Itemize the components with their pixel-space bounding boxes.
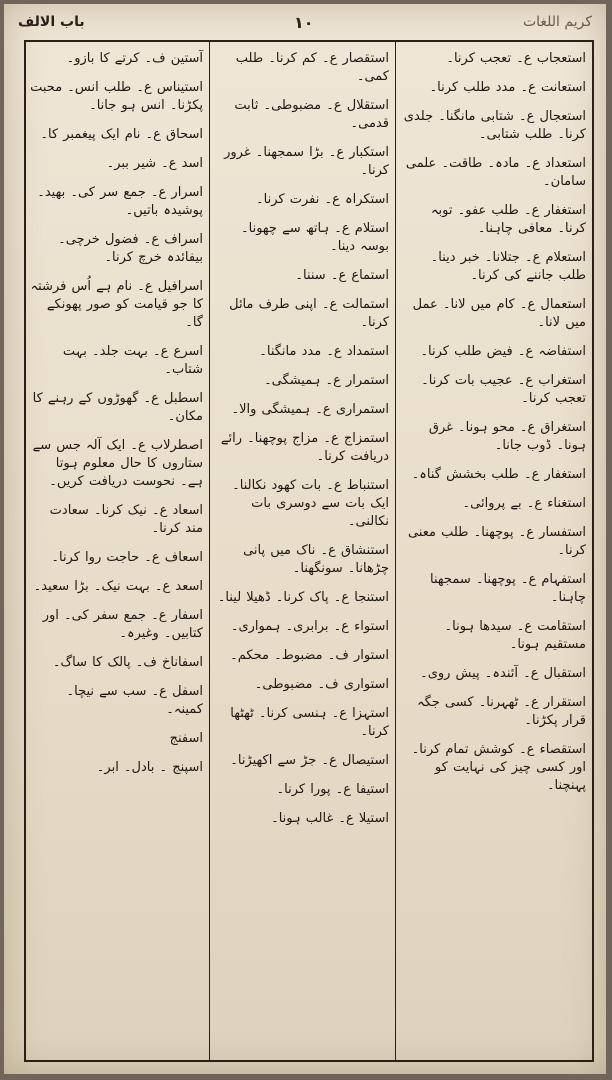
- dictionary-entry: استقلال ع۔ مضبوطی۔ ثابت قدمی۔: [234, 98, 389, 131]
- dictionary-entry: اسفل ع۔ سب سے نیچا۔ کمینہ۔: [66, 684, 203, 717]
- dictionary-entry: اسفار ع۔ جمع سفر کی۔ اور کتابیں۔ وغیرہ۔: [42, 608, 203, 641]
- dictionary-entry: استقصاء ع۔ کوشش تمام کرنا۔ اور کسی چیز کی نہایت کو پہنچنا۔: [411, 742, 586, 793]
- dictionary-entry: اسراف ع۔ فضول خرچی۔ بیفائدہ خرچ کرنا۔: [58, 232, 203, 265]
- dictionary-entry: اسرار ع۔ جمع سر کی۔ بھید۔ پوشیدہ باتیں۔: [37, 185, 203, 218]
- column-right: [396, 42, 592, 1060]
- dictionary-entry: استقرار ع۔ ٹھہرنا۔ کسی جگہ قرار پکڑنا۔: [416, 695, 586, 728]
- dictionary-entry: استنجا ع۔ پاک کرنا۔ ڈھیلا لینا۔: [217, 590, 389, 605]
- dictionary-entry: استفاضہ ع۔ فیض طلب کرنا۔: [420, 344, 586, 359]
- dictionary-page: [4, 4, 606, 1074]
- dictionary-entry: استعلام ع۔ جتلانا۔ خبر دینا۔ طلب جاننے کی کرنا۔: [430, 250, 586, 283]
- page-header: [18, 8, 592, 36]
- dictionary-entry: استفسار ع۔ پوچھنا۔ طلب معنی کرنا۔: [407, 525, 586, 558]
- dictionary-entry: اسد ع۔ شیر ببر۔: [106, 156, 203, 171]
- dictionary-entry: اسپنج ۔ بادل۔ ابر۔: [96, 760, 203, 775]
- dictionary-entry: اسعاف ع۔ حاجت روا کرنا۔: [51, 550, 203, 565]
- dictionary-entry: استکراہ ع۔ نفرت کرنا۔: [256, 192, 389, 207]
- dictionary-entry: استنباط ع۔ بات کھود نکالنا۔ ایک بات سے دوسری بات نکالنی۔: [232, 478, 389, 529]
- dictionary-entry: استمداد ع۔ مدد مانگنا۔: [259, 344, 389, 359]
- book-title: کریم اللغات: [522, 14, 592, 30]
- dictionary-entry: استغفار ع۔ طلب عفو۔ توبہ کرنا۔ معافی چاہنا۔: [430, 203, 586, 236]
- dictionary-entry: اسرع ع۔ بہت جلد۔ بہت شتاب۔: [62, 344, 203, 377]
- dictionary-entry: استوار ف۔ مضبوط۔ محکم۔: [230, 648, 389, 663]
- dictionary-entry: استمزاج ع۔ مزاج پوچھنا۔ رائے دریافت کرنا۔: [220, 431, 389, 464]
- dictionary-entry: استقصار ع۔ کم کرنا۔ طلب کمی۔: [235, 51, 389, 84]
- entry-list: [396, 42, 592, 795]
- dictionary-entry: استمالت ع۔ اپنی طرف مائل کرنا۔: [229, 297, 389, 330]
- dictionary-entry: استعمال ع۔ کام میں لانا۔ عمل میں لانا۔: [412, 297, 586, 330]
- dictionary-entry: استماع ع۔ سننا۔: [295, 268, 389, 283]
- dictionary-entry: استواء ع۔ برابری۔ ہمواری۔: [230, 619, 389, 634]
- section-title: باب الالف: [18, 14, 85, 30]
- dictionary-entry: استیناس ع۔ طلب انس۔ محبت پکڑنا۔ انس ہو جانا۔: [30, 80, 203, 113]
- dictionary-entry: اسحاق ع۔ نام ایک پیغمبر کا۔: [40, 127, 203, 142]
- dictionary-entry: استغفار ع۔ طلب بخشش گناہ۔: [411, 467, 586, 482]
- dictionary-entry: استغناء ع۔ بے پروائی۔: [462, 496, 586, 511]
- dictionary-entry: استعداد ع۔ مادہ۔ طاقت۔ علمی سامان۔: [405, 156, 586, 189]
- entry-list: [23, 42, 209, 777]
- dictionary-entry: استقامت ع۔ سیدھا ہونا۔ مستقیم ہونا۔: [444, 619, 586, 652]
- dictionary-entry: اسعاد ع۔ نیک کرنا۔ سعادت مند کرنا۔: [49, 503, 203, 536]
- dictionary-entry: اسطبل ع۔ گھوڑوں کے رہنے کا مکان۔: [32, 391, 203, 424]
- dictionary-entry: استقبال ع۔ آئندہ۔ پیش روی۔: [420, 666, 586, 681]
- dictionary-entry: استعانت ع۔ مدد طلب کرنا۔: [429, 80, 586, 95]
- dictionary-entry: اسفاناخ ف۔ پالک کا ساگ۔: [52, 655, 203, 670]
- dictionary-entry: آستین ف۔ کرتے کا بازو۔: [66, 51, 203, 66]
- page-number: ۱۰: [294, 12, 314, 32]
- dictionary-entry: استیفا ع۔ پورا کرنا۔: [276, 782, 389, 797]
- dictionary-entry: استعجاب ع۔ تعجب کرنا۔: [446, 51, 586, 66]
- dictionary-entry: استغراب ع۔ عجیب بات کرنا۔ تعجب کرنا۔: [421, 373, 586, 406]
- dictionary-entry: استہزا ع۔ ہنسی کرنا۔ ٹھٹھا کرنا۔: [230, 706, 389, 739]
- dictionary-entry: استفہام ع۔ پوچھنا۔ سمجھنا چاہنا۔: [430, 572, 586, 605]
- dictionary-entry: استیلا ع۔ غالب ہونا۔: [271, 811, 389, 826]
- dictionary-entry: استغراق ع۔ محو ہونا۔ غرق ہونا۔ ڈوب جانا۔: [428, 420, 586, 453]
- dictionary-entry: استمرار ع۔ ہمیشگی۔: [264, 373, 389, 388]
- dictionary-entry: اسفنج: [169, 731, 203, 746]
- dictionary-entry: اسرافیل ع۔ نام ہے اُس فرشتہ کا جو قیامت کو صور پھونکے گا۔: [30, 279, 203, 330]
- text-frame: [24, 40, 594, 1062]
- dictionary-entry: استواری ف۔ مضبوطی۔: [254, 677, 389, 692]
- dictionary-entry: اصطرلاب ع۔ ایک آلہ جس سے ستاروں کا حال معلوم ہوتا ہے۔ نحوست دریافت کریں۔: [32, 438, 203, 489]
- dictionary-entry: استکبار ع۔ بڑا سمجھنا۔ غرور کرنا۔: [224, 145, 389, 178]
- dictionary-entry: استلام ع۔ ہاتھ سے چھونا۔ بوسہ دینا۔: [241, 221, 389, 254]
- dictionary-entry: استمراری ع۔ ہمیشگی والا۔: [231, 402, 389, 417]
- entry-list: [209, 42, 395, 828]
- column-left: [23, 42, 210, 1060]
- dictionary-entry: استیصال ع۔ جڑ سے اکھیڑنا۔: [230, 753, 389, 768]
- dictionary-entry: اسعد ع۔ بہت نیک۔ بڑا سعید۔: [33, 579, 203, 594]
- dictionary-entry: استنشاق ع۔ ناک میں پانی چڑھانا۔ سونگھنا۔: [243, 543, 389, 576]
- dictionary-entry: استعجال ع۔ شتابی مانگنا۔ جلدی کرنا۔ طلب شتابی۔: [403, 109, 586, 142]
- column-middle: [209, 42, 396, 1060]
